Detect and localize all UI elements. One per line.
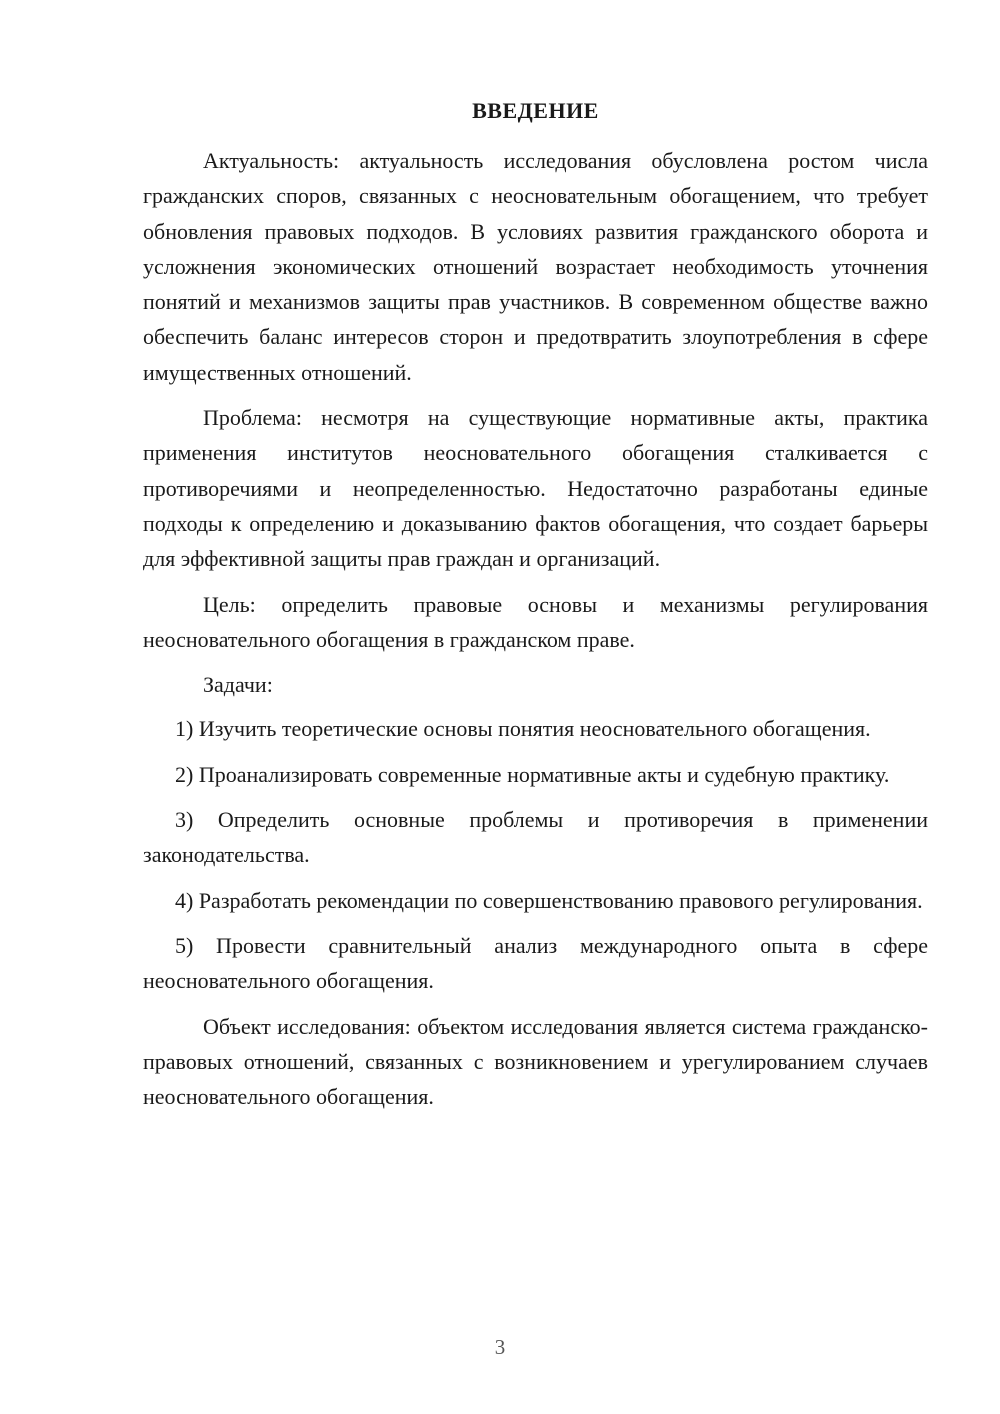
- task-item-5: 5) Провести сравнительный анализ международного опыта в сфере неосновательного обогащения.: [143, 932, 928, 994]
- paragraph-problem: Проблема: несмотря на существующие нормативные акты, практика применения институтов неосновательного обогащения сталкивается с противоречиями и неопределенностью. Недостаточно разработаны единые подходы к определению и доказыванию фактов обогащения, что создает барьеры для эффективной защиты прав граждан и организаций.: [143, 405, 928, 572]
- paragraph-goal: Цель: определить правовые основы и механизмы регулирования неосновательного обогащения в гражданском праве.: [143, 591, 928, 652]
- paragraph-relevance: Актуальность: актуальность исследования обусловлена ростом числа гражданских споров, связанных с неосновательным обогащением, что требует обновления правовых подходов. В условиях развития гражданского оборота и усложнения экономических отношений возрастает необходимость уточнения понятий и механизмов защиты прав участников. В современном обществе важно обеспечить баланс интересов сторон и предотвратить злоупотребления в сфере имущественных отношений.: [143, 148, 928, 385]
- tasks-heading: Задачи:: [203, 672, 273, 698]
- page-title: ВВЕДЕНИЕ: [472, 98, 599, 123]
- task-item-2: 2) Проанализировать современные нормативные акты и судебную практику.: [175, 761, 890, 787]
- page-number: 3: [494, 1335, 506, 1359]
- task-item-3: 3) Определить основные проблемы и противоречия в применении законодательства.: [143, 807, 928, 868]
- document-body: [143, 143, 928, 1124]
- paragraph-object: Объект исследования: объектом исследования является система гражданско-правовых отношений, связанных с возникновением и урегулированием случаев неосновательного обогащения.: [143, 1013, 928, 1110]
- task-item-4: 4) Разработать рекомендации по совершенствованию правового регулирования.: [175, 887, 923, 913]
- task-item-1: 1) Изучить теоретические основы понятия неосновательного обогащения.: [175, 716, 871, 742]
